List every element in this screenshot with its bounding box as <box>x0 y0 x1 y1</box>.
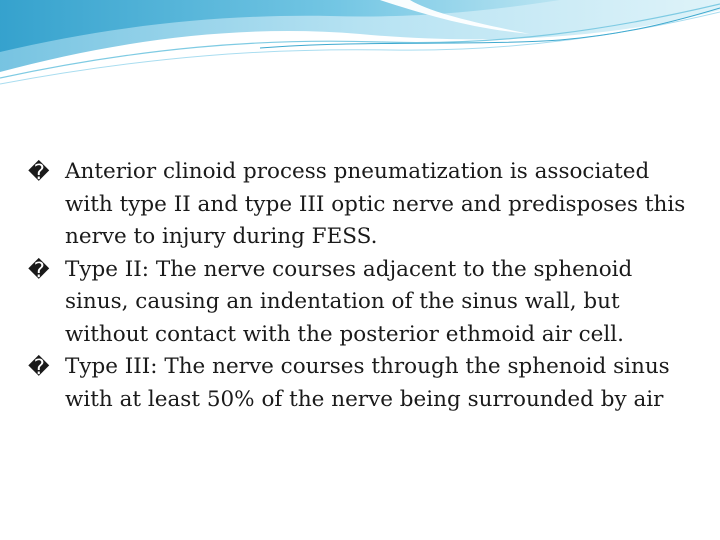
bullet-text: Anterior clinoid process pneumatization is associated with type II and type III optic nerve and predisposes this nerve to injury during FESS. <box>65 159 686 249</box>
replacement-character-icon: � <box>28 160 50 184</box>
bullet-text: Type III: The nerve courses through the sphenoid sinus with at least 50% of the nerve being surrounded by air <box>65 354 670 412</box>
bullet-item <box>28 254 688 352</box>
bullet-text: Type II: The nerve courses adjacent to the sphenoid sinus, causing an indentation of the sinus wall, but without contact with the posterior ethmoid air cell. <box>65 256 633 347</box>
bullet-item <box>28 156 688 254</box>
header-wave-decoration <box>0 0 720 90</box>
bullet-item <box>28 351 688 416</box>
bullet-list <box>28 156 688 416</box>
replacement-character-icon: � <box>28 257 50 282</box>
replacement-character-icon: � <box>28 355 50 379</box>
